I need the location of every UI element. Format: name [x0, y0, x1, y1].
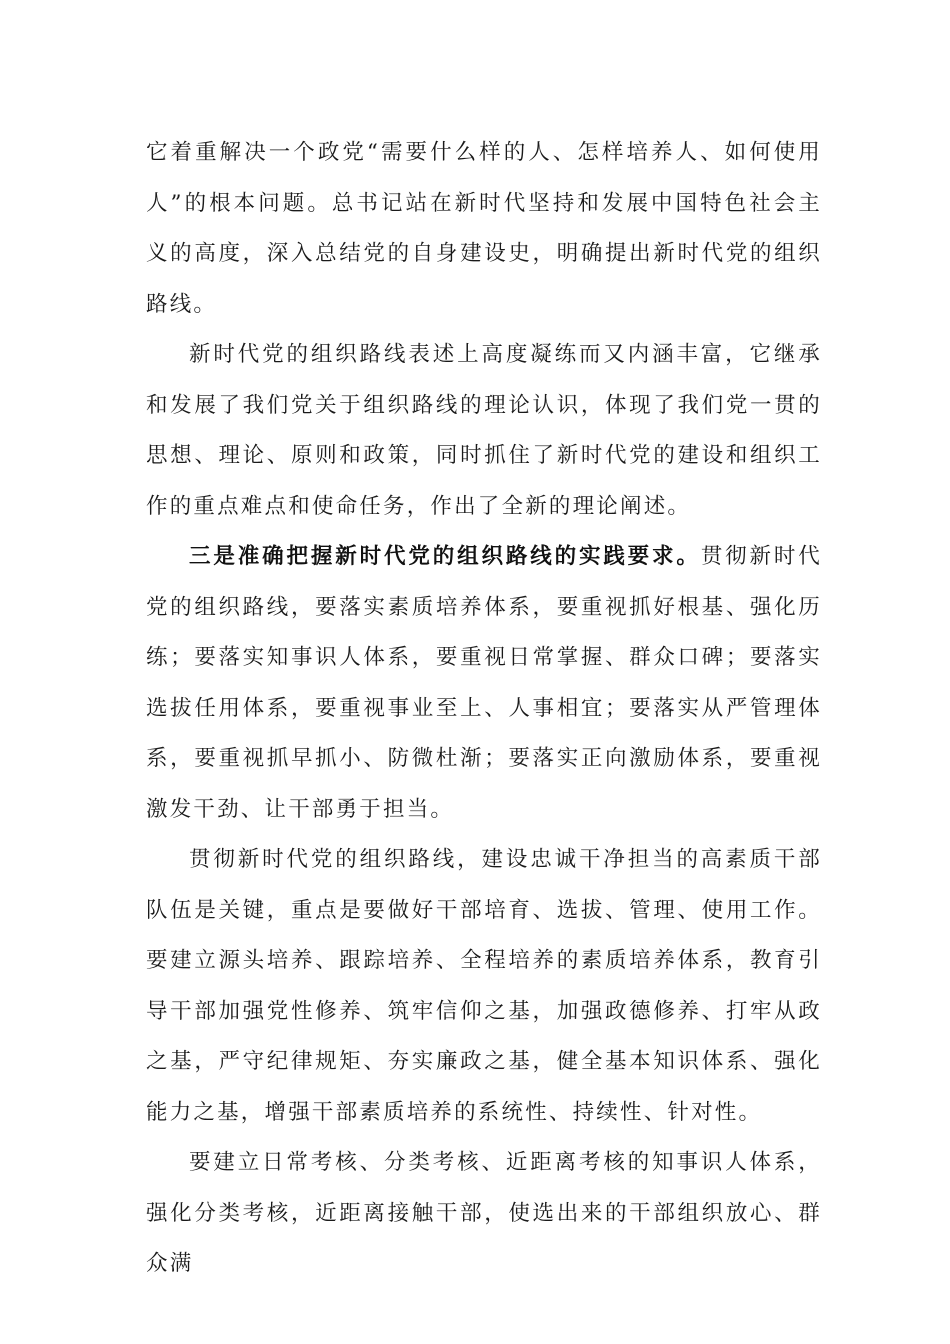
paragraph-practice-requirements	[146, 532, 822, 835]
paragraph-text: 贯彻新时代党的组织路线，要落实素质培养体系，要重视抓好根基、强化历练；要落实知事识人体系，要重视日常掌握、群众口碑；要落实选拔任用体系，要重视事业至上、人事相宜；要落实从严管理体系，要重视抓早抓小、防微杜渐；要落实正向激励体系，要重视激发干劲、让干部勇于担当。	[146, 544, 822, 822]
document-body	[146, 128, 822, 1290]
paragraph-continuation	[146, 128, 822, 330]
paragraph-assessment-system	[146, 1138, 822, 1290]
paragraph-text: 新时代党的组织路线表述上高度凝练而又内涵丰富，它继承和发展了我们党关于组织路线的理论认识，体现了我们党一贯的思想、理论、原则和政策，同时抓住了新时代党的建设和组织工作的重点难点和使命任务，作出了全新的理论阐述。	[146, 342, 822, 519]
paragraph-text: 贯彻新时代党的组织路线，建设忠诚干净担当的高素质干部队伍是关键，重点是要做好干部培育、选拔、管理、使用工作。要建立源头培养、跟踪培养、全程培养的素质培养体系，教育引导干部加强党性修养、筑牢信仰之基，加强政德修养、打牢从政之基，严守纪律规矩、夯实廉政之基，健全基本知识体系、强化能力之基，增强干部素质培养的系统性、持续性、针对性。	[146, 847, 822, 1125]
paragraph-lead-heading: 三是准确把握新时代党的组织路线的实践要求。	[189, 544, 701, 569]
paragraph-text: 要建立日常考核、分类考核、近距离考核的知事识人体系，强化分类考核，近距离接触干部，使选出来的干部组织放心、群众满	[146, 1150, 822, 1276]
paragraph-text: 它着重解决一个政党“需要什么样的人、怎样培养人、如何使用人”的根本问题。总书记站在新时代坚持和发展中国特色社会主义的高度，深入总结党的自身建设史，明确提出新时代党的组织路线。	[146, 140, 822, 317]
paragraph-organizational-line-summary	[146, 330, 822, 532]
paragraph-cadre-training	[146, 835, 822, 1138]
